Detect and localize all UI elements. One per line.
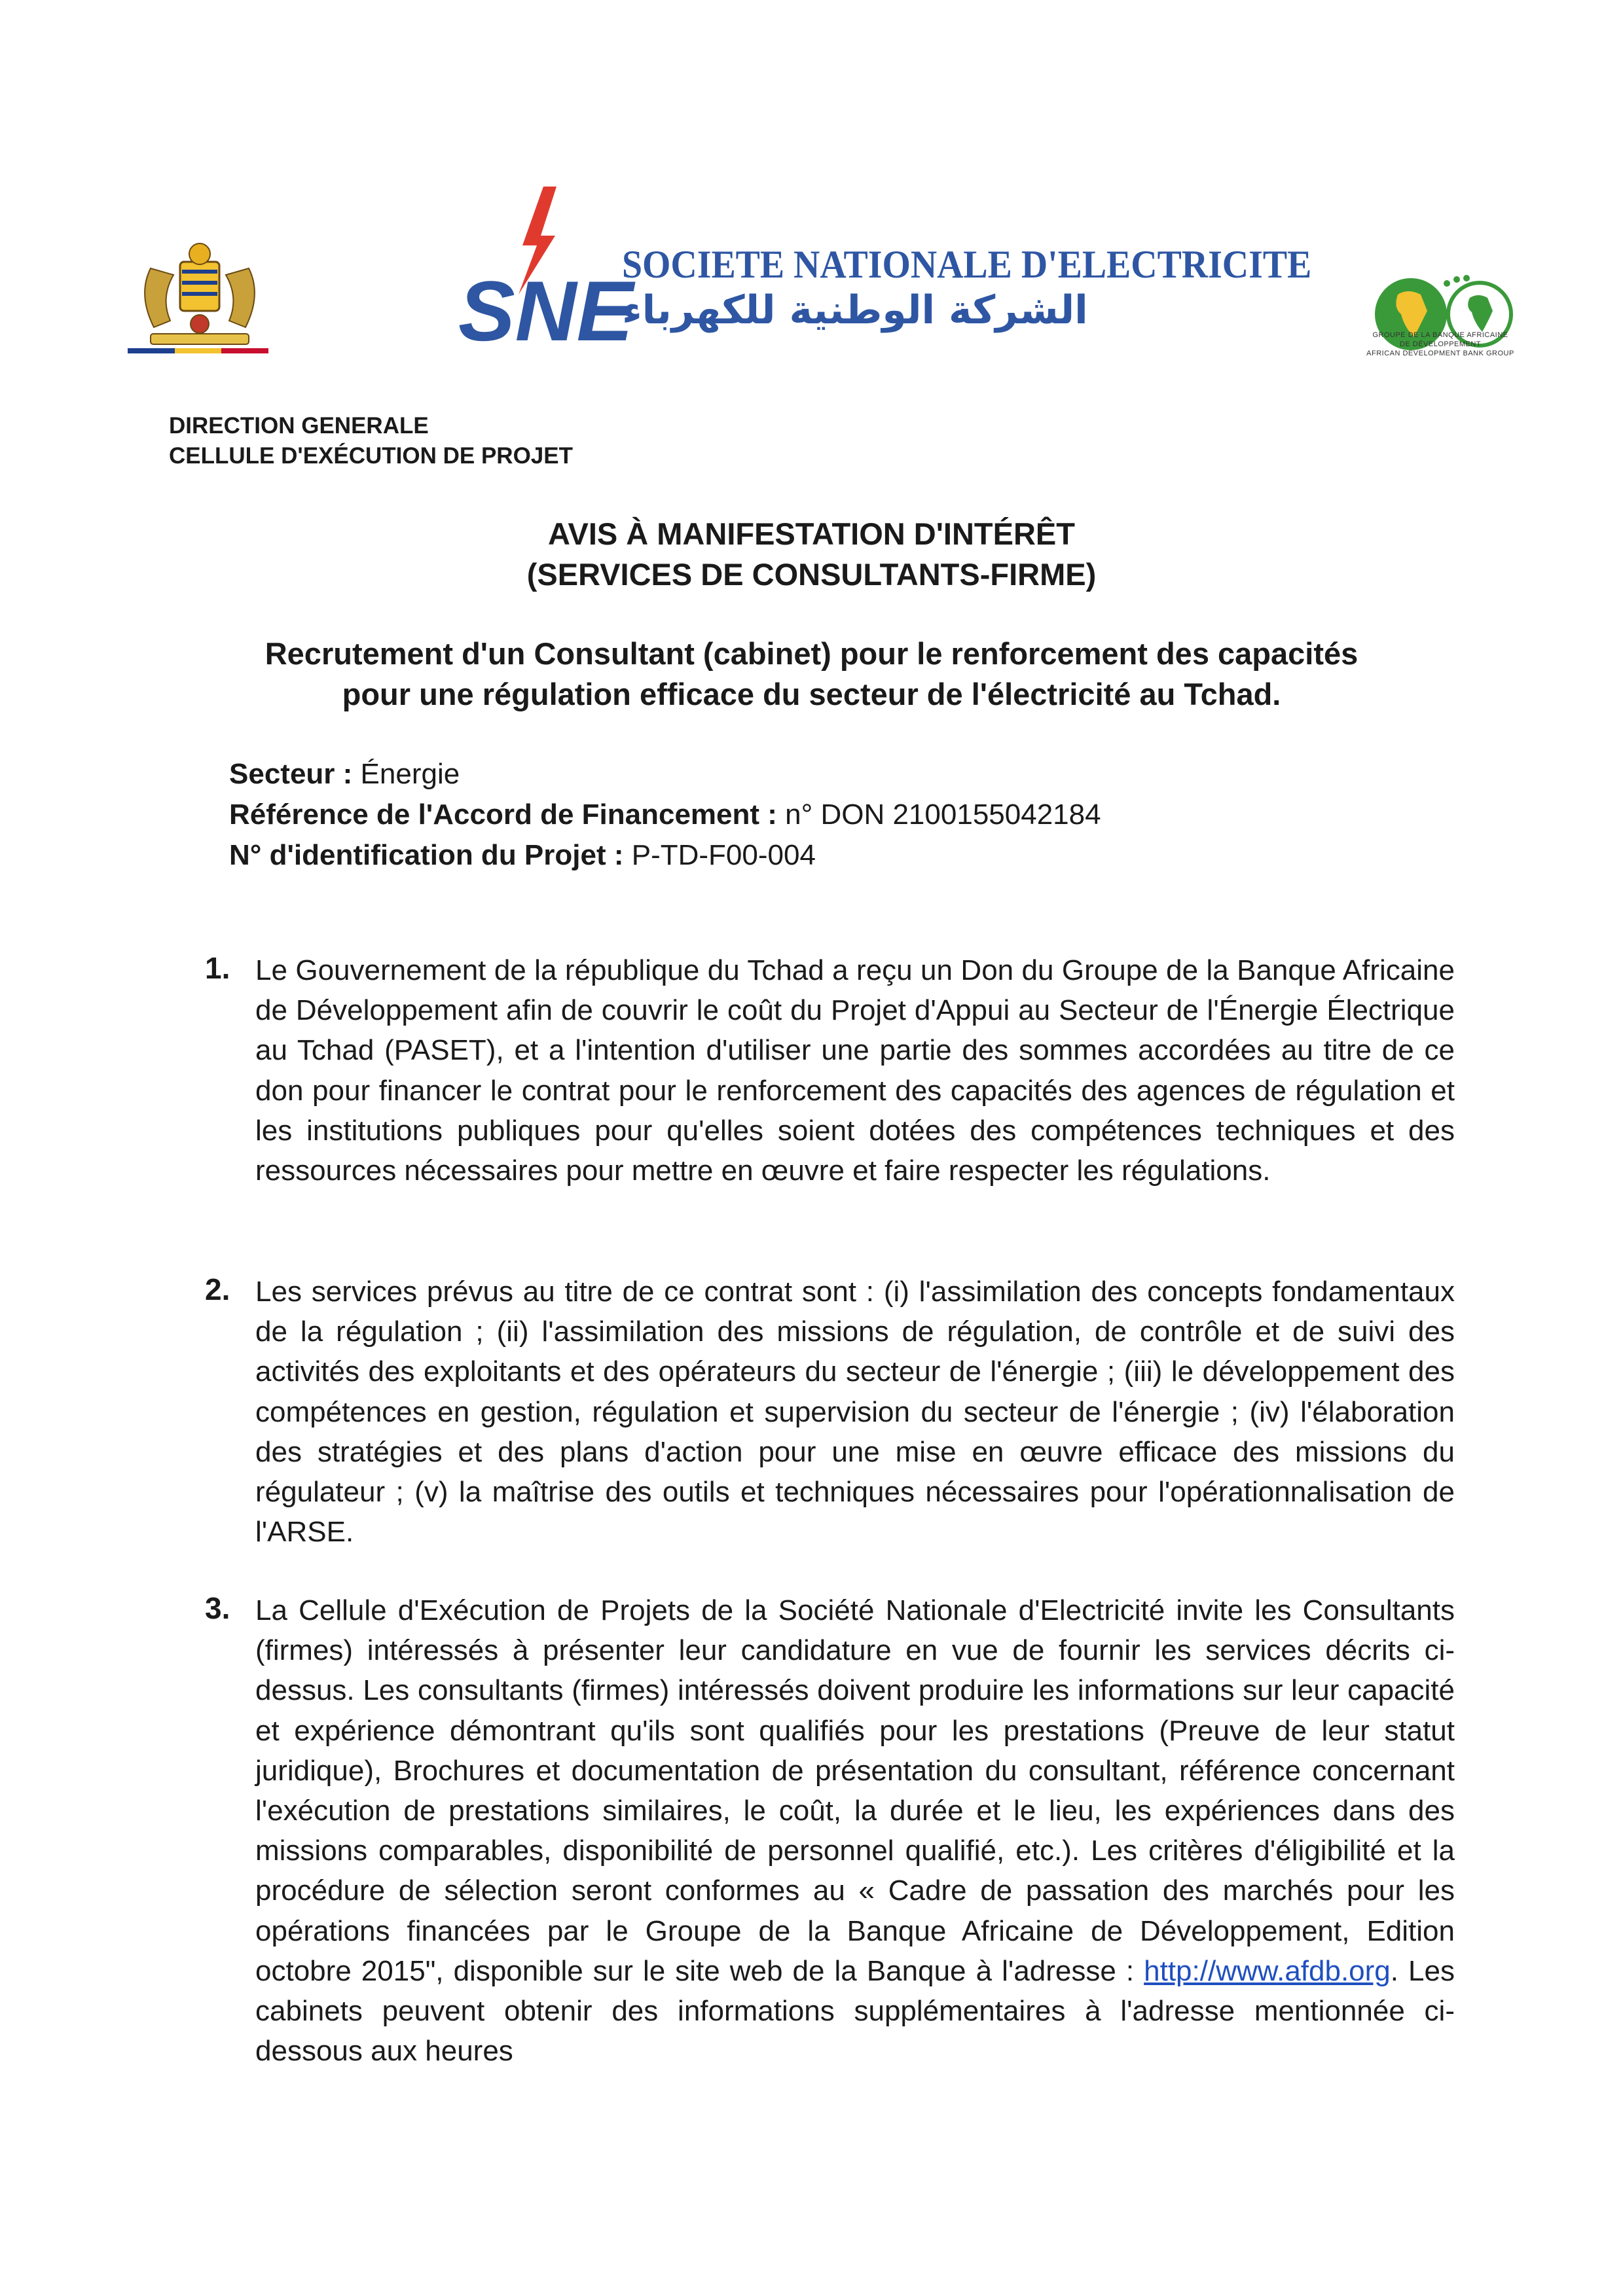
company-name-ar: الشركة الوطنية للكهرباء	[622, 287, 1088, 333]
notice-title-line-1: AVIS À MANIFESTATION D'INTÉRÊT	[548, 516, 1075, 551]
department-line-1: DIRECTION GENERALE	[169, 413, 429, 439]
paragraph-3-number: 3.	[205, 1591, 230, 1625]
project-metadata	[229, 754, 1101, 876]
company-name-fr: SOCIETE NATIONALE D'ELECTRICITE	[622, 243, 1312, 286]
chad-coat-of-arms-icon	[124, 236, 275, 353]
afdb-website-link[interactable]: http://www.afdb.org	[1144, 1954, 1391, 1987]
chad-flag-stripe	[128, 348, 268, 353]
paragraph-3-text: La Cellule d'Exécution de Projets de la Société Nationale d'Electricité invite les Consultants (firmes) intéressés à présenter leur candidature en vue de fournir les services décrits ci-dessus. Les consultants (firmes) intéressés doivent produire les informations sur leur capacité et expérience démontrant qu'ils sont qualifiés pour les prestations (Preuve de leur statut juridique), Brochures et documentation de présentation du consultant, référence concernant l'exécution de prestations similaires, le coût, la durée et le lieu, les expériences dans des missions comparables, disponibilité de personnel qualifié, etc.). Les critères d'éligibilité et la procédure de sélection seront conformes au « Cadre de passation des marchés pour les opérations financées par le Groupe de la Banque Africaine de Développement, Edition octobre 2015", disponible sur le site web de la Banque à l'adresse :	[255, 1594, 1455, 1987]
department-block	[169, 411, 573, 471]
company-name	[622, 242, 1312, 333]
afdb-caption-line: GROUPE DE LA BANQUE AFRICAINE	[1372, 331, 1508, 339]
sector-label: Secteur :	[229, 758, 353, 790]
paragraph-2: Les services prévus au titre de ce contrat sont : (i) l'assimilation des concepts fondamentaux de la régulation ; (ii) l'assimilation des missions de régulation, de contrôle et de suivi des activités des exploitants et des opérateurs du secteur de l'énergie ; (iii) le développement des compétences en gestion, régulation et supervision du secteur de l'énergie ; (iv) l'élaboration des stratégies et des plans d'action pour une mise en œuvre efficace des missions du régulateur ; (v) la maîtrise des outils et techniques nécessaires pour l'opérationnalisation de l'ARSE.	[255, 1276, 1455, 1549]
reference-label: Référence de l'Accord de Financement :	[229, 798, 777, 831]
notice-title	[0, 514, 1623, 595]
notice-subject-line-1: Recrutement d'un Consultant (cabinet) pour le renforcement des capacités	[264, 636, 1359, 671]
sne-logo-icon	[445, 183, 634, 359]
project-id-value: P-TD-F00-004	[631, 839, 816, 871]
afdb-logo-icon	[1336, 242, 1539, 393]
paragraph-3	[255, 1590, 1455, 2071]
department-line-2: CELLULE D'EXÉCUTION DE PROJET	[169, 443, 573, 469]
letterhead	[0, 0, 1623, 367]
paragraph-3-text-end: . Les cabinets peuvent obtenir des informations supplémentaires à l'adresse mentionnée ci-dessous aux heures	[255, 1954, 1455, 2068]
reference-value: n° DON 2100155042184	[785, 798, 1101, 831]
reference-row	[229, 795, 1101, 835]
paragraph-1-number: 1.	[205, 951, 230, 985]
paragraph-1: Le Gouvernement de la république du Tchad a reçu un Don du Groupe de la Banque Africaine de Développement afin de couvrir le coût du Projet d'Appui au Secteur de l'Énergie Électrique au Tchad (PASET), et a l'intention d'utiliser une partie des sommes accordées au titre de ce don pour financer le contrat pour le renforcement des capacités des agences de régulation et les institutions publiques pour qu'elles soient dotées des compétences techniques et des ressources nécessaires pour mettre en œuvre et faire respecter les régulations.	[255, 954, 1455, 1187]
sne-logo-text: SNE	[458, 263, 634, 359]
afdb-caption	[1336, 331, 1545, 358]
sector-value: Énergie	[360, 758, 460, 790]
notice-title-line-2: (SERVICES DE CONSULTANTS-FIRME)	[526, 557, 1097, 592]
project-id-row	[229, 835, 1101, 876]
notice-subject	[0, 634, 1623, 715]
notice-subject-line-2: pour une régulation efficace du secteur de l'électricité au Tchad.	[342, 677, 1281, 711]
paragraph-2-number: 2.	[205, 1272, 230, 1306]
sector-row	[229, 754, 1101, 795]
afdb-caption-line: DE DÉVELOPPEMENT	[1399, 340, 1482, 348]
project-id-label: N° d'identification du Projet :	[229, 839, 624, 871]
afdb-caption-line: AFRICAN DEVELOPMENT BANK GROUP	[1366, 350, 1514, 357]
